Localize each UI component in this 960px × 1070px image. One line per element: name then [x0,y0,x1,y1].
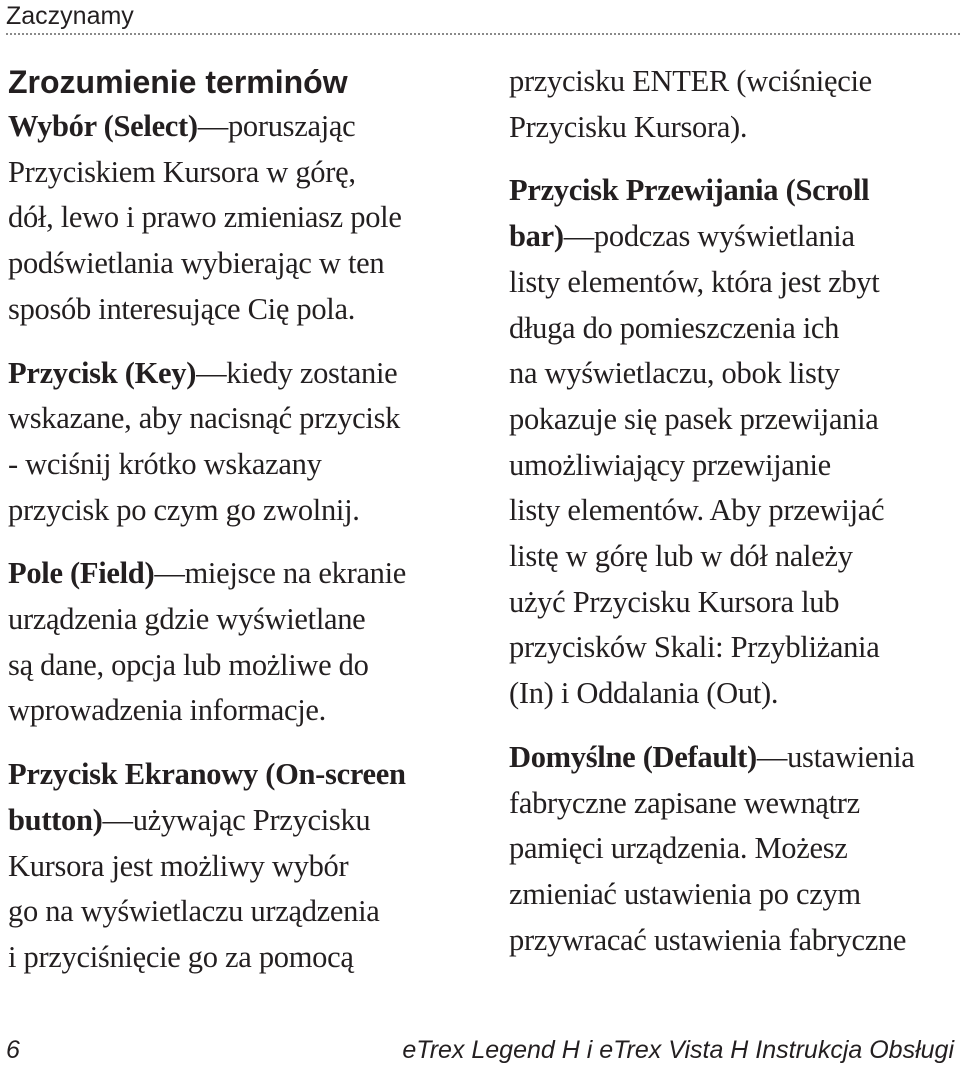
definition-line: zmieniać ustawienia po czym [509,876,861,911]
definition-text: —kiedy zostanie [196,355,398,390]
definition-line: sposób interesujące Cię pola. [8,291,356,326]
definition-term: Domyślne (Default) [509,739,757,774]
definition-text: —ustawienia [756,739,915,774]
definition-term: Wybór (Select) [8,109,198,143]
definition-onscreen-button [8,752,478,981]
manual-title: eTrex Legend H i eTrex Vista H Instrukcja Obsługi [402,1036,954,1064]
definition-line: i przyciśnięcie go za pomocą [8,939,354,974]
definition-line: umożliwiający przewijanie [509,447,831,482]
definition-key [8,351,478,534]
definition-line: Przyciskiem Kursora w górę, [8,154,356,189]
section-title: Zrozumienie terminów [8,64,348,100]
definition-first-line [8,351,478,397]
definition-term-end: bar) [509,219,564,254]
definition-line: przycisków Skali: Przybliżania [509,630,880,665]
definition-text: —używając Przycisku [102,802,371,837]
definition-line: użyć Przycisku Kursora lub [509,584,840,619]
definition-first-line [509,735,959,781]
page-footer [6,1030,954,1070]
definition-continuation [509,59,959,150]
definition-line: listy elementów, która jest zbyt [509,264,880,299]
definition-term: Przycisk Ekranowy (On-screen [8,757,406,792]
definition-line: dół, lewo i prawo zmieniasz pole [8,200,402,235]
chapter-header: Zaczynamy [6,2,134,30]
definition-line: przywracać ustawienia fabryczne [509,922,907,957]
definition-line: listę w górę lub w dół należy [509,539,853,574]
definition-line: podświetlania wybierając w ten [8,246,385,281]
definition-first-line [8,104,478,150]
definition-line: na wyświetlaczu, obok listy [509,356,840,391]
definition-text: —poruszając [197,109,356,143]
definition-line: - wciśnij krótko wskazany [8,446,322,481]
definition-line: przycisku ENTER (wciśnięcie [509,64,872,98]
definition-line: go na wyświetlaczu urządzenia [8,894,380,929]
definition-term: Przycisk Przewijania (Scroll [509,173,870,208]
right-column [509,59,959,981]
definition-text: —miejsce na ekranie [154,556,407,591]
definition-line: przycisk po czym go zwolnij. [8,492,360,527]
definition-line: fabryczne zapisane wewnątrz [509,785,860,820]
definition-line: Kursora jest możliwy wybór [8,848,349,883]
definition-line: (In) i Oddalania (Out). [509,676,779,711]
definition-line: pamięci urządzenia. Możesz [509,831,848,866]
definition-term: Przycisk (Key) [8,355,197,390]
definition-first-line [8,551,478,597]
left-column [8,60,478,999]
definition-line: długa do pomieszczenia ich [509,310,840,345]
header-divider [6,33,960,35]
definition-line: urządzenia gdzie wyświetlane [8,602,366,637]
definition-line: wskazane, aby nacisnąć przycisk [8,401,401,436]
page-number: 6 [6,1036,20,1064]
definition-select [8,104,478,333]
definition-field [8,551,478,734]
definition-default [509,735,959,964]
definition-scroll-bar [509,168,959,716]
definition-line: listy elementów. Aby przewijać [509,493,885,528]
definition-line: są dane, opcja lub możliwe do [8,647,369,682]
definition-term: Pole (Field) [8,556,155,591]
definition-line: Przycisku Kursora). [509,109,748,144]
definition-line: pokazuje się pasek przewijania [509,401,879,436]
definition-line: wprowadzenia informacje. [8,693,326,728]
definition-second-line [509,214,959,260]
definition-text: —podczas wyświetlania [563,219,855,254]
definition-second-line [8,798,478,844]
definition-term-end: button) [8,802,103,837]
